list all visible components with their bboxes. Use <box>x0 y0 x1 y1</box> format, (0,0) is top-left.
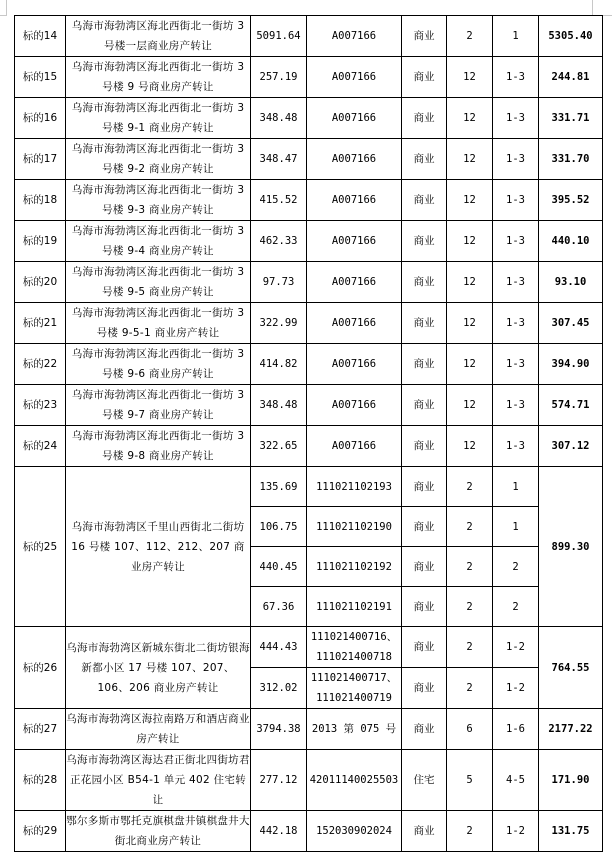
table-row <box>15 57 603 98</box>
certificate-number: 111021102192 <box>307 547 402 587</box>
certificate-number: 111021400717、111021400719 <box>307 668 402 709</box>
certificate-number: A007166 <box>307 385 402 426</box>
floor-range: 1 <box>493 467 539 507</box>
total-floors: 2 <box>447 507 493 547</box>
usage-type: 商业 <box>402 180 447 221</box>
property-address: 乌海市海勃湾区海北西街北一街坊 3 号楼 9-1 商业房产转让 <box>66 98 251 139</box>
floor-range: 1-3 <box>493 180 539 221</box>
usage-type: 商业 <box>402 303 447 344</box>
usage-type: 商业 <box>402 344 447 385</box>
total-floors: 12 <box>447 262 493 303</box>
price-value: 244.81 <box>539 57 603 98</box>
certificate-number: 111021400716、111021400718 <box>307 627 402 668</box>
usage-type: 商业 <box>402 627 447 668</box>
usage-type: 商业 <box>402 98 447 139</box>
floor-range: 1-3 <box>493 303 539 344</box>
area-value: 67.36 <box>251 587 307 627</box>
total-floors: 12 <box>447 426 493 467</box>
lot-number: 标的22 <box>15 344 66 385</box>
usage-type: 商业 <box>402 507 447 547</box>
page-corner-mark-left-vertical <box>6 0 7 15</box>
price-value: 394.90 <box>539 344 603 385</box>
table-row <box>15 426 603 467</box>
usage-type: 商业 <box>402 385 447 426</box>
area-value: 312.02 <box>251 668 307 709</box>
certificate-number: 111021102193 <box>307 467 402 507</box>
certificate-number: 111021102190 <box>307 507 402 547</box>
certificate-number: 2013 第 075 号 <box>307 709 402 750</box>
certificate-number: A007166 <box>307 98 402 139</box>
table-row <box>15 98 603 139</box>
certificate-number: A007166 <box>307 221 402 262</box>
floor-range: 1-2 <box>493 627 539 668</box>
table-row <box>15 385 603 426</box>
table-row <box>15 344 603 385</box>
certificate-number: A007166 <box>307 180 402 221</box>
table-row <box>15 180 603 221</box>
floor-range: 1-2 <box>493 811 539 852</box>
total-floors: 12 <box>447 344 493 385</box>
floor-range: 1 <box>493 16 539 57</box>
property-address: 乌海市海勃湾区海北西街北一街坊 3 号楼 9-5 商业房产转让 <box>66 262 251 303</box>
total-floors: 2 <box>447 547 493 587</box>
area-value: 135.69 <box>251 467 307 507</box>
price-value: 395.52 <box>539 180 603 221</box>
floor-range: 1-3 <box>493 57 539 98</box>
floor-range: 1-3 <box>493 426 539 467</box>
lot-number: 标的17 <box>15 139 66 180</box>
total-floors: 12 <box>447 139 493 180</box>
property-address: 乌海市海勃湾区新城东街北二街坊银海新都小区 17 号楼 107、207、106、206 商业房产转让 <box>66 627 251 709</box>
total-floors: 12 <box>447 57 493 98</box>
table-row <box>15 303 603 344</box>
total-floors: 2 <box>447 467 493 507</box>
usage-type: 商业 <box>402 709 447 750</box>
total-floors: 12 <box>447 303 493 344</box>
table-row <box>15 16 603 57</box>
property-lots-table <box>14 15 603 852</box>
usage-type: 商业 <box>402 426 447 467</box>
lot-number: 标的20 <box>15 262 66 303</box>
lot-number: 标的29 <box>15 811 66 852</box>
area-value: 257.19 <box>251 57 307 98</box>
property-address: 乌海市海勃湾区千里山西街北二街坊 16 号楼 107、112、212、207 商业房产转让 <box>66 467 251 627</box>
area-value: 415.52 <box>251 180 307 221</box>
total-floors: 12 <box>447 385 493 426</box>
table-row <box>15 467 603 507</box>
price-value: 171.90 <box>539 750 603 811</box>
total-floors: 12 <box>447 98 493 139</box>
lot-number: 标的16 <box>15 98 66 139</box>
price-value: 2177.22 <box>539 709 603 750</box>
total-floors: 5 <box>447 750 493 811</box>
property-address: 乌海市海勃湾区海北西街北一街坊 3 号楼 9-5-1 商业房产转让 <box>66 303 251 344</box>
area-value: 442.18 <box>251 811 307 852</box>
area-value: 322.65 <box>251 426 307 467</box>
total-floors: 12 <box>447 221 493 262</box>
certificate-number: A007166 <box>307 344 402 385</box>
area-value: 462.33 <box>251 221 307 262</box>
table-row <box>15 139 603 180</box>
floor-range: 1-3 <box>493 385 539 426</box>
lot-number: 标的23 <box>15 385 66 426</box>
table-row <box>15 262 603 303</box>
price-value: 93.10 <box>539 262 603 303</box>
lot-number: 标的21 <box>15 303 66 344</box>
usage-type: 商业 <box>402 139 447 180</box>
price-value: 331.71 <box>539 98 603 139</box>
usage-type: 商业 <box>402 467 447 507</box>
price-value: 5305.40 <box>539 16 603 57</box>
usage-type: 商业 <box>402 547 447 587</box>
area-value: 440.45 <box>251 547 307 587</box>
area-value: 5091.64 <box>251 16 307 57</box>
usage-type: 商业 <box>402 811 447 852</box>
property-address: 鄂尔多斯市鄂托克旗棋盘井镇棋盘井大街北商业房产转让 <box>66 811 251 852</box>
area-value: 444.43 <box>251 627 307 668</box>
floor-range: 1-2 <box>493 668 539 709</box>
certificate-number: A007166 <box>307 426 402 467</box>
floor-range: 1-3 <box>493 139 539 180</box>
floor-range: 1-3 <box>493 262 539 303</box>
area-value: 348.48 <box>251 385 307 426</box>
area-value: 277.12 <box>251 750 307 811</box>
lot-number: 标的18 <box>15 180 66 221</box>
property-address: 乌海市海勃湾区海拉南路万和酒店商业房产转让 <box>66 709 251 750</box>
table-row <box>15 750 603 811</box>
property-address: 乌海市海勃湾区海达君正街北四街坊君正花园小区 B54-1 单元 402 住宅转让 <box>66 750 251 811</box>
price-value: 131.75 <box>539 811 603 852</box>
usage-type: 商业 <box>402 221 447 262</box>
usage-type: 商业 <box>402 262 447 303</box>
lot-number: 标的28 <box>15 750 66 811</box>
area-value: 348.47 <box>251 139 307 180</box>
table-row <box>15 221 603 262</box>
property-address: 乌海市海勃湾区海北西街北一街坊 3 号楼 9-6 商业房产转让 <box>66 344 251 385</box>
property-address: 乌海市海勃湾区海北西街北一街坊 3 号楼一层商业房产转让 <box>66 16 251 57</box>
table-row <box>15 709 603 750</box>
certificate-number: A007166 <box>307 57 402 98</box>
usage-type: 商业 <box>402 587 447 627</box>
certificate-number: A007166 <box>307 262 402 303</box>
total-floors: 2 <box>447 668 493 709</box>
certificate-number: 111021102191 <box>307 587 402 627</box>
floor-range: 2 <box>493 547 539 587</box>
floor-range: 1-3 <box>493 221 539 262</box>
price-value: 331.70 <box>539 139 603 180</box>
property-address: 乌海市海勃湾区海北西街北一街坊 3 号楼 9-4 商业房产转让 <box>66 221 251 262</box>
area-value: 106.75 <box>251 507 307 547</box>
lot-number: 标的27 <box>15 709 66 750</box>
price-value: 307.12 <box>539 426 603 467</box>
floor-range: 2 <box>493 587 539 627</box>
floor-range: 1-3 <box>493 344 539 385</box>
page-corner-mark-left-horizontal <box>0 15 7 16</box>
floor-range: 1-3 <box>493 98 539 139</box>
floor-range: 4-5 <box>493 750 539 811</box>
certificate-number: 42011140025503 <box>307 750 402 811</box>
usage-type: 商业 <box>402 57 447 98</box>
price-value: 307.45 <box>539 303 603 344</box>
area-value: 414.82 <box>251 344 307 385</box>
total-floors: 2 <box>447 587 493 627</box>
lot-number: 标的24 <box>15 426 66 467</box>
price-value: 440.10 <box>539 221 603 262</box>
page-corner-mark-right-vertical <box>592 0 593 15</box>
usage-type: 住宅 <box>402 750 447 811</box>
area-value: 322.99 <box>251 303 307 344</box>
certificate-number: A007166 <box>307 16 402 57</box>
usage-type: 商业 <box>402 668 447 709</box>
lot-number: 标的25 <box>15 467 66 627</box>
floor-range: 1-6 <box>493 709 539 750</box>
lot-number: 标的14 <box>15 16 66 57</box>
area-value: 97.73 <box>251 262 307 303</box>
floor-range: 1 <box>493 507 539 547</box>
table-row <box>15 811 603 852</box>
table-row <box>15 627 603 668</box>
certificate-number: 152030902024 <box>307 811 402 852</box>
price-value: 764.55 <box>539 627 603 709</box>
total-floors: 6 <box>447 709 493 750</box>
total-floors: 12 <box>447 180 493 221</box>
property-address: 乌海市海勃湾区海北西街北一街坊 3 号楼 9-3 商业房产转让 <box>66 180 251 221</box>
total-floors: 2 <box>447 627 493 668</box>
certificate-number: A007166 <box>307 303 402 344</box>
area-value: 348.48 <box>251 98 307 139</box>
lot-number: 标的15 <box>15 57 66 98</box>
lot-number: 标的19 <box>15 221 66 262</box>
price-value: 899.30 <box>539 467 603 627</box>
price-value: 574.71 <box>539 385 603 426</box>
area-value: 3794.38 <box>251 709 307 750</box>
lot-number: 标的26 <box>15 627 66 709</box>
usage-type: 商业 <box>402 16 447 57</box>
property-address: 乌海市海勃湾区海北西街北一街坊 3 号楼 9-7 商业房产转让 <box>66 385 251 426</box>
property-address: 乌海市海勃湾区海北西街北一街坊 3 号楼 9 号商业房产转让 <box>66 57 251 98</box>
total-floors: 2 <box>447 16 493 57</box>
property-address: 乌海市海勃湾区海北西街北一街坊 3 号楼 9-8 商业房产转让 <box>66 426 251 467</box>
total-floors: 2 <box>447 811 493 852</box>
property-address: 乌海市海勃湾区海北西街北一街坊 3 号楼 9-2 商业房产转让 <box>66 139 251 180</box>
certificate-number: A007166 <box>307 139 402 180</box>
